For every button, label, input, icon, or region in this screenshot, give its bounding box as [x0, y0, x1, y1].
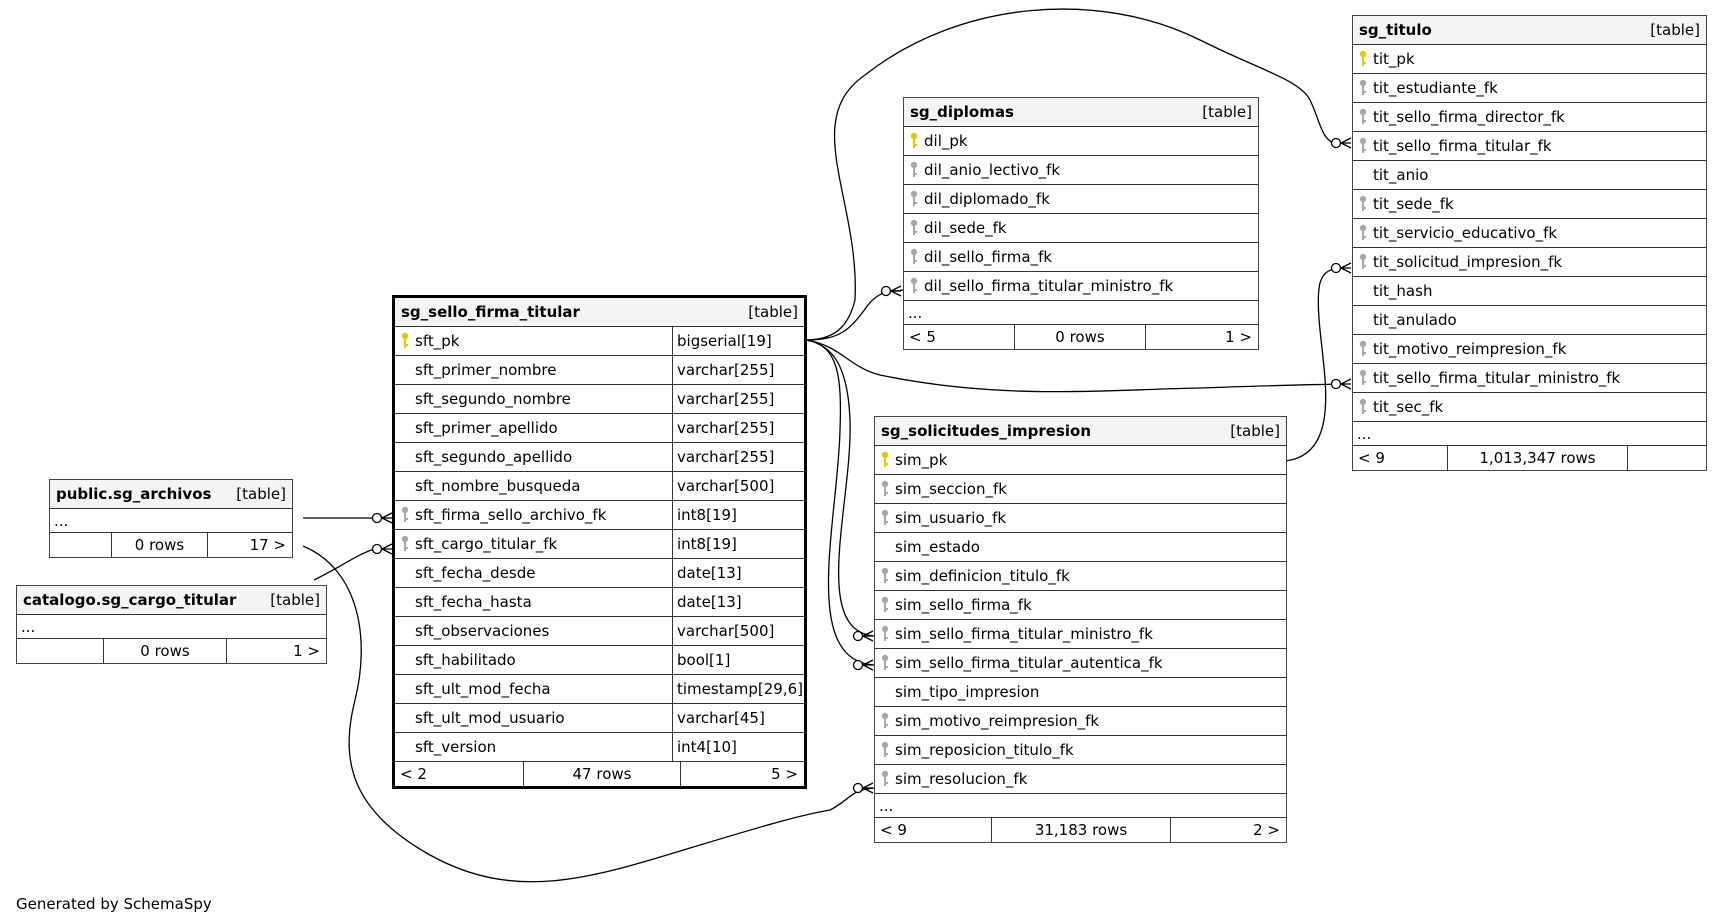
gold-key-icon [880, 451, 890, 469]
table-footer [50, 533, 292, 557]
edge-cargo-to-cargo-titular [314, 548, 377, 580]
column-name: tit_sello_firma_titular_ministro_fk [1373, 369, 1621, 387]
gold-key-icon [400, 332, 410, 350]
column-type: varchar[500] [672, 472, 804, 500]
column-key-slot [395, 506, 415, 524]
gray-key-icon [880, 509, 890, 527]
column-name: tit_servicio_educativo_fk [1373, 224, 1558, 242]
column-key-slot [1353, 398, 1373, 416]
column-key-slot [395, 332, 415, 350]
column-name: dil_diplomado_fk [924, 190, 1050, 208]
crowfoot-marker [1341, 138, 1351, 148]
gray-key-icon [1358, 137, 1368, 155]
column-name: dil_pk [924, 132, 968, 150]
column-name: tit_pk [1373, 50, 1415, 68]
column-name: sim_estado [895, 538, 980, 556]
table-header [17, 586, 326, 615]
gray-key-icon [880, 654, 890, 672]
column-row[interactable] [395, 356, 804, 385]
more-columns: ... [875, 794, 1286, 818]
gold-key-icon [909, 132, 919, 150]
column-row[interactable] [395, 704, 804, 733]
column-name: sim_pk [895, 451, 948, 469]
column-row[interactable] [395, 414, 804, 443]
column-type: varchar[255] [672, 443, 804, 471]
column-name: sft_pk [415, 332, 460, 350]
column-name: tit_anulado [1373, 311, 1457, 329]
column-key-slot [1353, 369, 1373, 387]
column-key-slot [875, 567, 895, 585]
zero-many-marker [1332, 264, 1341, 273]
column-key-slot [904, 161, 924, 179]
column-name: sim_seccion_fk [895, 480, 1007, 498]
parents-count[interactable]: < 9 [880, 821, 907, 839]
column-type: date[13] [672, 588, 804, 616]
column-key-slot [904, 277, 924, 295]
gray-key-icon [1358, 398, 1368, 416]
row-count: 1,013,347 rows [1447, 446, 1628, 470]
column-name: sft_version [415, 738, 497, 756]
column-name: tit_sello_firma_titular_fk [1373, 137, 1552, 155]
edge-sft-to-sim-ministro [806, 340, 874, 636]
column-name: tit_estudiante_fk [1373, 79, 1498, 97]
column-key-slot [1353, 195, 1373, 213]
column-name: sft_primer_apellido [415, 419, 558, 437]
column-type: varchar[255] [672, 414, 804, 442]
column-name: sim_tipo_impresion [895, 683, 1040, 701]
table-header [904, 98, 1258, 127]
table-kind: [table] [1202, 103, 1252, 121]
gray-key-icon [880, 480, 890, 498]
column-key-slot [875, 451, 895, 469]
row-count: 47 rows [523, 762, 681, 786]
column-row[interactable] [1353, 45, 1706, 74]
column-row[interactable] [395, 385, 804, 414]
column-key-slot [904, 248, 924, 266]
column-row[interactable] [395, 617, 804, 646]
gray-key-icon [880, 770, 890, 788]
gray-key-icon [1358, 340, 1368, 358]
table-name: sg_diplomas [910, 103, 1014, 121]
column-key-slot [1353, 224, 1373, 242]
column-name: dil_sello_firma_titular_ministro_fk [924, 277, 1174, 295]
table-kind: [table] [270, 591, 320, 609]
column-key-slot [1353, 137, 1373, 155]
table-footer [904, 325, 1258, 349]
column-name: sim_sello_firma_titular_ministro_fk [895, 625, 1153, 643]
column-name: sft_nombre_busqueda [415, 477, 581, 495]
column-key-slot [904, 132, 924, 150]
column-name: sim_definicion_titulo_fk [895, 567, 1070, 585]
column-row[interactable] [1353, 219, 1706, 248]
table-footer [395, 762, 804, 786]
column-key-slot [875, 625, 895, 643]
table-header [395, 298, 804, 327]
table-sg-solicitudes-impresion[interactable] [874, 416, 1287, 843]
children-count[interactable]: 5 > [771, 765, 798, 783]
table-kind: [table] [1230, 422, 1280, 440]
row-count: 0 rows [1014, 325, 1146, 349]
gray-key-icon [909, 248, 919, 266]
column-key-slot [875, 596, 895, 614]
column-name: tit_solicitud_impresion_fk [1373, 253, 1563, 271]
gray-key-icon [909, 277, 919, 295]
column-row[interactable] [904, 185, 1258, 214]
column-key-slot [904, 219, 924, 237]
column-row[interactable] [875, 475, 1286, 504]
column-row[interactable] [875, 504, 1286, 533]
column-row[interactable] [1353, 74, 1706, 103]
column-key-slot [875, 509, 895, 527]
gray-key-icon [400, 535, 410, 553]
parents-count[interactable]: < 2 [400, 765, 427, 783]
more-columns: ... [17, 615, 326, 639]
gray-key-icon [909, 161, 919, 179]
column-key-slot [395, 535, 415, 553]
column-key-slot [875, 480, 895, 498]
table-kind: [table] [1650, 21, 1700, 39]
column-name: tit_motivo_reimpresion_fk [1373, 340, 1567, 358]
table-public-sg-archivos[interactable] [49, 479, 293, 558]
column-name: sft_cargo_titular_fk [415, 535, 558, 553]
column-row[interactable] [1353, 393, 1706, 422]
column-name: sim_sello_firma_fk [895, 596, 1032, 614]
column-name: sft_primer_nombre [415, 361, 557, 379]
column-key-slot [1353, 50, 1373, 68]
column-name: sft_firma_sello_archivo_fk [415, 506, 607, 524]
column-row[interactable] [875, 620, 1286, 649]
gray-key-icon [1358, 224, 1368, 242]
column-row[interactable] [904, 272, 1258, 301]
zero-many-marker [1332, 139, 1341, 148]
zero-many-marker [373, 545, 382, 554]
gold-key-icon [1358, 50, 1368, 68]
column-name: sft_segundo_nombre [415, 390, 571, 408]
column-name: sim_reposicion_titulo_fk [895, 741, 1074, 759]
column-key-slot [1353, 108, 1373, 126]
column-key-slot [875, 741, 895, 759]
crowfoot-marker [863, 660, 873, 670]
crowfoot-marker [1341, 263, 1351, 273]
column-key-slot [1353, 79, 1373, 97]
column-row[interactable] [395, 733, 804, 762]
gray-key-icon [1358, 369, 1368, 387]
column-name: sft_fecha_hasta [415, 593, 532, 611]
column-key-slot [875, 712, 895, 730]
column-row[interactable] [1353, 364, 1706, 393]
zero-many-marker [854, 632, 863, 641]
column-name: sim_motivo_reimpresion_fk [895, 712, 1100, 730]
zero-many-marker [373, 514, 382, 523]
column-type: date[13] [672, 559, 804, 587]
column-row[interactable] [904, 156, 1258, 185]
column-key-slot [875, 770, 895, 788]
column-type: int8[19] [672, 530, 804, 558]
column-name: sft_fecha_desde [415, 564, 536, 582]
column-type: varchar[45] [672, 704, 804, 732]
column-row[interactable] [395, 472, 804, 501]
gray-key-icon [1358, 79, 1368, 97]
column-row[interactable] [395, 646, 804, 675]
parents-count[interactable]: < 5 [909, 328, 936, 346]
edge-sim-to-titulo-solicitud [1285, 268, 1340, 461]
column-row[interactable] [1353, 335, 1706, 364]
column-name: tit_sede_fk [1373, 195, 1454, 213]
column-row[interactable] [395, 559, 804, 588]
table-sg-sello-firma-titular[interactable] [392, 295, 807, 789]
gray-key-icon [880, 596, 890, 614]
crowfoot-marker [382, 513, 392, 523]
children-count[interactable]: 1 > [1225, 328, 1252, 346]
gray-key-icon [880, 567, 890, 585]
column-name: sim_resolucion_fk [895, 770, 1028, 788]
column-row[interactable] [875, 533, 1286, 562]
table-footer [875, 818, 1286, 842]
column-row[interactable] [875, 736, 1286, 765]
column-row[interactable] [875, 678, 1286, 707]
column-row[interactable] [1353, 190, 1706, 219]
column-type: timestamp[29,6] [672, 675, 804, 703]
column-row[interactable] [1353, 103, 1706, 132]
column-row[interactable] [395, 501, 804, 530]
column-name: dil_sede_fk [924, 219, 1007, 237]
table-sg-titulo[interactable] [1352, 15, 1707, 471]
column-name: tit_sello_firma_director_fk [1373, 108, 1565, 126]
column-name: sft_ult_mod_fecha [415, 680, 551, 698]
crowfoot-marker [863, 783, 873, 793]
parents-count[interactable] [17, 639, 103, 663]
column-name: sft_habilitado [415, 651, 516, 669]
gray-key-icon [400, 506, 410, 524]
gray-key-icon [1358, 195, 1368, 213]
generated-by-credit: Generated by SchemaSpy [16, 895, 212, 913]
column-key-slot [1353, 253, 1373, 271]
column-type: int4[10] [672, 733, 804, 761]
column-row[interactable] [875, 446, 1286, 475]
more-columns: ... [50, 509, 292, 533]
table-kind: [table] [748, 303, 798, 321]
gray-key-icon [1358, 253, 1368, 271]
column-row[interactable] [904, 127, 1258, 156]
column-name: dil_anio_lectivo_fk [924, 161, 1061, 179]
table-name: public.sg_archivos [56, 485, 212, 503]
gray-key-icon [1358, 108, 1368, 126]
column-row[interactable] [1353, 277, 1706, 306]
zero-many-marker [882, 287, 891, 296]
column-row[interactable] [395, 443, 804, 472]
gray-key-icon [909, 219, 919, 237]
table-sg-diplomas[interactable] [903, 97, 1259, 350]
table-footer [17, 639, 326, 663]
crowfoot-marker [863, 631, 873, 641]
column-row[interactable] [395, 588, 804, 617]
column-name: sim_sello_firma_titular_autentica_fk [895, 654, 1163, 672]
column-type: varchar[500] [672, 617, 804, 645]
column-row[interactable] [1353, 306, 1706, 335]
table-header [875, 417, 1286, 446]
children-count[interactable] [1628, 446, 1706, 470]
zero-many-marker [1332, 380, 1341, 389]
crowfoot-marker [382, 544, 392, 554]
column-name: tit_anio [1373, 166, 1429, 184]
table-kind: [table] [236, 485, 286, 503]
gray-key-icon [880, 741, 890, 759]
column-type: int8[19] [672, 501, 804, 529]
column-name: tit_sec_fk [1373, 398, 1444, 416]
column-type: bool[1] [672, 646, 804, 674]
crowfoot-marker [1341, 379, 1351, 389]
column-row[interactable] [395, 327, 804, 356]
column-row[interactable] [1353, 248, 1706, 277]
column-name: dil_sello_firma_fk [924, 248, 1053, 266]
column-key-slot [1353, 340, 1373, 358]
column-name: sft_ult_mod_usuario [415, 709, 565, 727]
column-name: sim_usuario_fk [895, 509, 1007, 527]
children-count[interactable]: 2 > [1253, 821, 1280, 839]
column-type: varchar[255] [672, 385, 804, 413]
children-count[interactable]: 17 > [249, 536, 286, 554]
column-name: sft_observaciones [415, 622, 550, 640]
column-row[interactable] [1353, 132, 1706, 161]
row-count: 31,183 rows [991, 818, 1171, 842]
column-row[interactable] [875, 649, 1286, 678]
column-row[interactable] [395, 530, 804, 559]
column-name: tit_hash [1373, 282, 1433, 300]
more-columns: ... [904, 301, 1258, 325]
column-key-slot [875, 654, 895, 672]
table-catalogo-sg-cargo-titular[interactable] [16, 585, 327, 664]
column-row[interactable] [875, 707, 1286, 736]
column-type: varchar[255] [672, 356, 804, 384]
more-columns: ... [1353, 422, 1706, 446]
table-header [50, 480, 292, 509]
zero-many-marker [854, 661, 863, 670]
zero-many-marker [854, 784, 863, 793]
gray-key-icon [880, 712, 890, 730]
column-row[interactable] [395, 675, 804, 704]
row-count: 0 rows [111, 533, 208, 557]
parents-count[interactable]: < 9 [1358, 449, 1385, 467]
gray-key-icon [880, 625, 890, 643]
parents-count[interactable] [50, 533, 111, 557]
column-type: bigserial[19] [672, 327, 804, 355]
column-row[interactable] [904, 243, 1258, 272]
column-row[interactable] [904, 214, 1258, 243]
crowfoot-marker [891, 286, 901, 296]
column-row[interactable] [875, 562, 1286, 591]
table-name: sg_titulo [1359, 21, 1432, 39]
edge-sft-to-sim-autentica [806, 340, 874, 665]
column-row[interactable] [875, 591, 1286, 620]
table-footer [1353, 446, 1706, 470]
column-name: sft_segundo_apellido [415, 448, 573, 466]
table-name: sg_solicitudes_impresion [881, 422, 1092, 440]
row-count: 0 rows [103, 639, 227, 663]
column-row[interactable] [875, 765, 1286, 794]
column-key-slot [904, 190, 924, 208]
children-count[interactable]: 1 > [293, 642, 320, 660]
gray-key-icon [909, 190, 919, 208]
table-name: sg_sello_firma_titular [401, 303, 580, 321]
column-row[interactable] [1353, 161, 1706, 190]
table-name: catalogo.sg_cargo_titular [23, 591, 237, 609]
table-header [1353, 16, 1706, 45]
